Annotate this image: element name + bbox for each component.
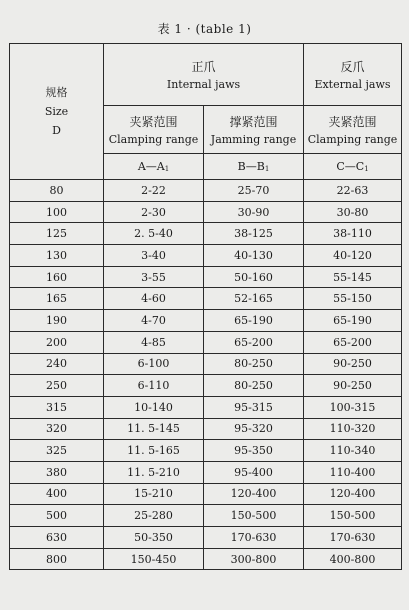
range-cell-b: 120-400 bbox=[204, 483, 304, 505]
range-cell-c: 110-340 bbox=[304, 440, 402, 462]
range-cell-a: 25-280 bbox=[104, 505, 204, 527]
table-row bbox=[10, 483, 402, 505]
range-cell-b: 52-165 bbox=[204, 288, 304, 310]
table-row bbox=[10, 310, 402, 332]
range-cell-a: 6-110 bbox=[104, 375, 204, 397]
range-cell-b: 38-125 bbox=[204, 223, 304, 245]
size-cell: 80 bbox=[10, 180, 104, 202]
size-cell: 800 bbox=[10, 548, 104, 570]
range-cell-b: 50-160 bbox=[204, 266, 304, 288]
range-cell-b: 95-320 bbox=[204, 418, 304, 440]
range-cell-b: 150-500 bbox=[204, 505, 304, 527]
size-cell: 200 bbox=[10, 331, 104, 353]
clamping-range-en: Clamping range bbox=[108, 133, 199, 146]
range-cell-c: 150-500 bbox=[304, 505, 402, 527]
range-cell-c: 110-320 bbox=[304, 418, 402, 440]
size-cell: 240 bbox=[10, 353, 104, 375]
range-cell-a: 2-22 bbox=[104, 180, 204, 202]
table-row bbox=[10, 375, 402, 397]
range-cell-b: 40-130 bbox=[204, 245, 304, 267]
size-cell: 630 bbox=[10, 527, 104, 549]
range-cell-a: 11. 5-165 bbox=[104, 440, 204, 462]
range-cell-a: 4-70 bbox=[104, 310, 204, 332]
range-cell-a: 50-350 bbox=[104, 527, 204, 549]
range-cell-b: 95-350 bbox=[204, 440, 304, 462]
external-jaws-en: External jaws bbox=[314, 78, 391, 91]
range-cell-a: 11. 5-210 bbox=[104, 461, 204, 483]
range-cell-a: 2. 5-40 bbox=[104, 223, 204, 245]
size-cell: 130 bbox=[10, 245, 104, 267]
range-cell-a: 4-85 bbox=[104, 331, 204, 353]
range-cell-c: 90-250 bbox=[304, 353, 402, 375]
range-cell-b: 80-250 bbox=[204, 375, 304, 397]
internal-jaws-header bbox=[104, 44, 304, 106]
size-cell: 325 bbox=[10, 440, 104, 462]
size-header-cn: 规格 bbox=[45, 86, 68, 99]
size-cell: 165 bbox=[10, 288, 104, 310]
table-caption: 表 1 · (table 1) bbox=[157, 22, 252, 36]
table-row bbox=[10, 201, 402, 223]
range-cell-b: 95-400 bbox=[204, 461, 304, 483]
column-a-header: $A—A_1$ bbox=[104, 154, 204, 180]
range-cell-c: 40-120 bbox=[304, 245, 402, 267]
range-cell-b: 25-70 bbox=[204, 180, 304, 202]
range-cell-a: 4-60 bbox=[104, 288, 204, 310]
range-cell-a: 10-140 bbox=[104, 396, 204, 418]
column-b-header: $B—B_1$ bbox=[204, 154, 304, 180]
external-jaws-header bbox=[304, 44, 402, 106]
range-cell-b: 300-800 bbox=[204, 548, 304, 570]
table-row bbox=[10, 331, 402, 353]
table-row bbox=[10, 180, 402, 202]
column-c-header: $C—C_1$ bbox=[304, 154, 402, 180]
range-cell-a: 150-450 bbox=[104, 548, 204, 570]
table-row bbox=[10, 440, 402, 462]
range-cell-c: 55-150 bbox=[304, 288, 402, 310]
table-row bbox=[10, 396, 402, 418]
range-cell-b: 65-190 bbox=[204, 310, 304, 332]
table-row bbox=[10, 223, 402, 245]
size-cell: 500 bbox=[10, 505, 104, 527]
size-header-symbol: D bbox=[52, 124, 61, 137]
range-cell-b: 30-90 bbox=[204, 201, 304, 223]
jamming-range-cn: 撑紧范围 bbox=[229, 115, 278, 129]
size-cell: 190 bbox=[10, 310, 104, 332]
internal-jaws-cn: 正爪 bbox=[191, 60, 216, 74]
range-cell-a: 6-100 bbox=[104, 353, 204, 375]
external-clamping-range-cn: 夹紧范围 bbox=[328, 115, 377, 129]
range-cell-a: 11. 5-145 bbox=[104, 418, 204, 440]
range-cell-c: 55-145 bbox=[304, 266, 402, 288]
range-cell-a: 3-40 bbox=[104, 245, 204, 267]
size-header-en: Size bbox=[44, 105, 69, 118]
table-row bbox=[10, 266, 402, 288]
external-clamping-range-en: Clamping range bbox=[307, 133, 398, 146]
range-cell-b: 95-315 bbox=[204, 396, 304, 418]
range-cell-c: 90-250 bbox=[304, 375, 402, 397]
range-cell-b: 170-630 bbox=[204, 527, 304, 549]
table-row bbox=[10, 548, 402, 570]
range-cell-a: 15-210 bbox=[104, 483, 204, 505]
clamping-range-header bbox=[104, 106, 204, 154]
range-cell-c: 100-315 bbox=[304, 396, 402, 418]
table-row bbox=[10, 461, 402, 483]
range-cell-c: 400-800 bbox=[304, 548, 402, 570]
range-cell-c: 120-400 bbox=[304, 483, 402, 505]
size-cell: 160 bbox=[10, 266, 104, 288]
range-cell-c: 65-200 bbox=[304, 331, 402, 353]
range-cell-c: 30-80 bbox=[304, 201, 402, 223]
size-cell: 250 bbox=[10, 375, 104, 397]
table-row bbox=[10, 245, 402, 267]
jamming-range-header bbox=[204, 106, 304, 154]
range-cell-c: 38-110 bbox=[304, 223, 402, 245]
clamping-range-cn: 夹紧范围 bbox=[129, 115, 178, 129]
range-cell-a: 3-55 bbox=[104, 266, 204, 288]
size-cell: 100 bbox=[10, 201, 104, 223]
jamming-range-en: Jamming range bbox=[210, 133, 297, 146]
table-row bbox=[10, 527, 402, 549]
range-cell-c: 22-63 bbox=[304, 180, 402, 202]
range-cell-c: 65-190 bbox=[304, 310, 402, 332]
table-row bbox=[10, 288, 402, 310]
size-cell: 315 bbox=[10, 396, 104, 418]
range-cell-b: 80-250 bbox=[204, 353, 304, 375]
size-cell: 400 bbox=[10, 483, 104, 505]
range-cell-a: 2-30 bbox=[104, 201, 204, 223]
range-cell-c: 170-630 bbox=[304, 527, 402, 549]
jaw-spec-table bbox=[9, 43, 402, 570]
range-cell-b: 65-200 bbox=[204, 331, 304, 353]
table-row bbox=[10, 353, 402, 375]
table-row bbox=[10, 505, 402, 527]
range-cell-c: 110-400 bbox=[304, 461, 402, 483]
external-jaws-cn: 反爪 bbox=[340, 60, 365, 74]
size-cell: 320 bbox=[10, 418, 104, 440]
size-header bbox=[10, 44, 104, 180]
table-row bbox=[10, 418, 402, 440]
size-cell: 380 bbox=[10, 461, 104, 483]
external-clamping-range-header bbox=[304, 106, 402, 154]
size-cell: 125 bbox=[10, 223, 104, 245]
internal-jaws-en: Internal jaws bbox=[166, 78, 241, 91]
